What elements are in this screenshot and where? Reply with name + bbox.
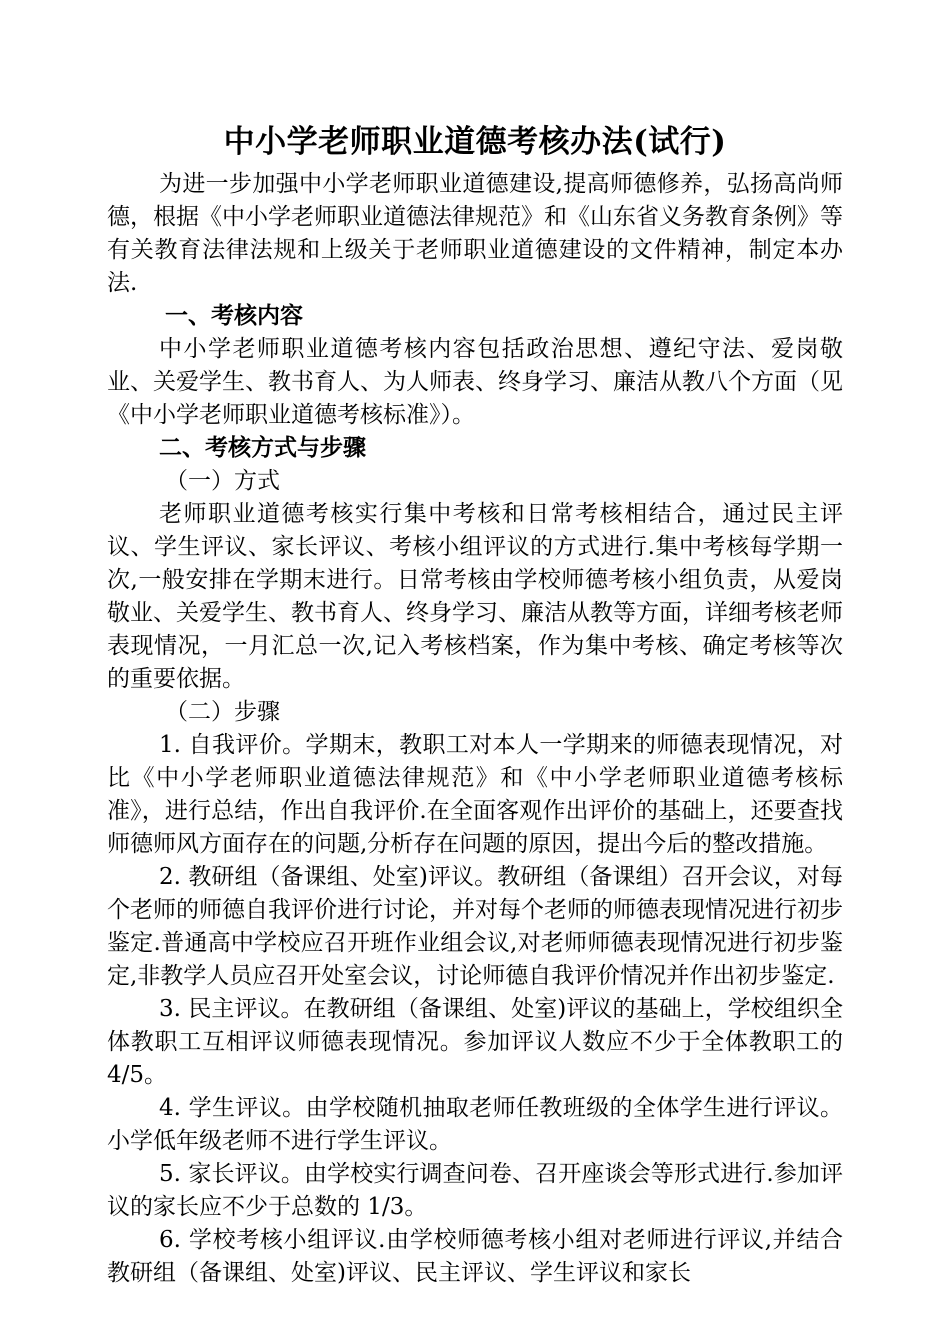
step-paragraph: 4. 学生评议。由学校随机抽取老师任教班级的全体学生进行评议。小学低年级老师不进行学生评议。 bbox=[107, 1095, 843, 1154]
method-paragraph: 老师职业道德考核实行集中考核和日常考核相结合，通过民主评议、学生评议、家长评议、考核小组评议的方式进行.集中考核每学期一次,一般安排在学期末进行。日常考核由学校师德考核小组负责，从爱岗敬业、关爱学生、教书育人、终身学习、廉洁从教等方面，详细考核老师表现情况，一月汇总一次,记入考核档案，作为集中考核、确定考核等次的重要依据。 bbox=[107, 501, 843, 692]
section-content-paragraph: 中小学老师职业道德考核内容包括政治思想、遵纪守法、爱岗敬业、关爱学生、教书育人、为人师表、终身学习、廉洁从教八个方面（见《中小学老师职业道德考核标准》）。 bbox=[107, 336, 843, 428]
section-heading-content: 一、考核内容 bbox=[165, 303, 303, 329]
step-paragraph: 6. 学校考核小组评议.由学校师德考核小组对老师进行评议,并结合教研组（备课组、处室)评议、民主评议、学生评议和家长 bbox=[107, 1227, 843, 1286]
document-page bbox=[107, 120, 843, 1290]
document-title: 中小学老师职业道德考核办法(试行) bbox=[223, 124, 727, 160]
step-paragraph: 1. 自我评价。学期末，教职工对本人一学期来的师德表现情况，对比《中小学老师职业道德法律规范》和《中小学老师职业道德考核标准》，进行总结，作出自我评价.在全面客观作出评价的基础上，还要查找师德师风方面存在的问题,分析存在问题的原因，提出今后的整改措施。 bbox=[107, 732, 843, 857]
step-paragraph: 5. 家长评议。由学校实行调查问卷、召开座谈会等形式进行.参加评议的家长应不少于总数的 1/3。 bbox=[107, 1161, 843, 1220]
intro-paragraph: 为进一步加强中小学老师职业道德建设,提高师德修养，弘扬高尚师德，根据《中小学老师职业道德法律规范》和《山东省义务教育条例》等有关教育法律法规和上级关于老师职业道德建设的文件精神，制定本办法. bbox=[107, 171, 843, 296]
step-paragraph: 2. 教研组（备课组、处室)评议。教研组（备课组）召开会议，对每个老师的师德自我评价进行讨论，并对每个老师的师德表现情况进行初步鉴定.普通高中学校应召开班作业组会议,对老师师德表现情况进行初步鉴定,非教学人员应召开处室会议，讨论师德自我评价情况并作出初步鉴定. bbox=[107, 864, 843, 989]
subsection-heading-steps: （二）步骤 bbox=[165, 699, 280, 725]
subsection-heading-method: （一）方式 bbox=[165, 468, 280, 494]
step-paragraph: 3. 民主评议。在教研组（备课组、处室)评议的基础上，学校组织全体教职工互相评议师德表现情况。参加评议人数应不少于全体教职工的 4/5。 bbox=[107, 996, 843, 1088]
section-heading-methods: 二、考核方式与步骤 bbox=[159, 435, 366, 461]
